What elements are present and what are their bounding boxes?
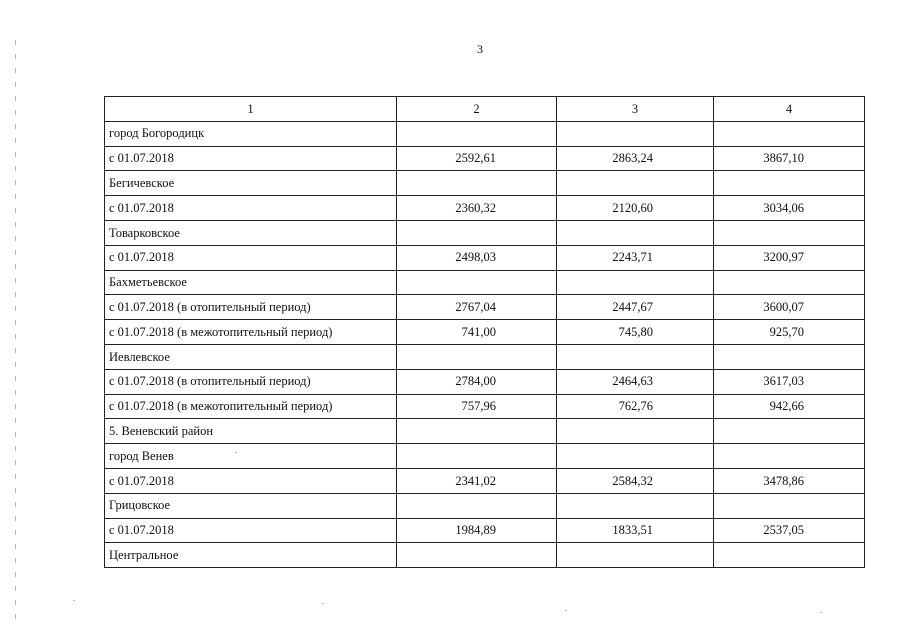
row-label: с 01.07.2018 (в отопительный период) (105, 369, 397, 394)
value-cell (557, 543, 714, 568)
table-row (105, 419, 865, 444)
value-cell: 2767,04 (397, 295, 557, 320)
table-row (105, 543, 865, 568)
table-row (105, 444, 865, 469)
value-cell: 1833,51 (557, 518, 714, 543)
row-label: с 01.07.2018 (в отопительный период) (105, 295, 397, 320)
row-label: Иевлевское (105, 344, 397, 369)
table-row (105, 220, 865, 245)
row-label: с 01.07.2018 (105, 518, 397, 543)
scan-margin-dashes (15, 40, 16, 620)
table-body (105, 97, 865, 568)
table-row (105, 468, 865, 493)
value-cell: 3617,03 (714, 369, 865, 394)
value-cell: 2584,32 (557, 468, 714, 493)
value-cell (557, 493, 714, 518)
value-cell (397, 121, 557, 146)
table-row (105, 171, 865, 196)
table-row (105, 493, 865, 518)
value-cell (557, 444, 714, 469)
value-cell (714, 121, 865, 146)
table-row (105, 369, 865, 394)
value-cell: 741,00 (397, 320, 557, 345)
value-cell (557, 270, 714, 295)
value-cell: 3600,07 (714, 295, 865, 320)
row-label: с 01.07.2018 (в межотопительный период) (105, 320, 397, 345)
value-cell: 2592,61 (397, 146, 557, 171)
column-header: 4 (714, 97, 865, 122)
value-cell: 2360,32 (397, 196, 557, 221)
value-cell (397, 419, 557, 444)
value-cell: 2447,67 (557, 295, 714, 320)
row-label: с 01.07.2018 (105, 196, 397, 221)
row-label: Бегичевское (105, 171, 397, 196)
value-cell: 2120,60 (557, 196, 714, 221)
table-row (105, 295, 865, 320)
table-row (105, 196, 865, 221)
value-cell: 2498,03 (397, 245, 557, 270)
value-cell: 2243,71 (557, 245, 714, 270)
scan-speck (73, 600, 75, 601)
tariff-table (104, 96, 865, 568)
value-cell: 2464,63 (557, 369, 714, 394)
value-cell (714, 419, 865, 444)
value-cell: 3200,97 (714, 245, 865, 270)
row-label: город Богородицк (105, 121, 397, 146)
value-cell: 2863,24 (557, 146, 714, 171)
table-row (105, 270, 865, 295)
value-cell: 3034,06 (714, 196, 865, 221)
row-label: с 01.07.2018 (105, 146, 397, 171)
value-cell: 2784,00 (397, 369, 557, 394)
value-cell: 2341,02 (397, 468, 557, 493)
value-cell (557, 419, 714, 444)
row-label: Товарковское (105, 220, 397, 245)
row-label: с 01.07.2018 (105, 468, 397, 493)
value-cell (397, 444, 557, 469)
value-cell: 1984,89 (397, 518, 557, 543)
row-label: Грицовское (105, 493, 397, 518)
value-cell (397, 270, 557, 295)
value-cell (397, 220, 557, 245)
table-row (105, 245, 865, 270)
row-label: город Венев (105, 444, 397, 469)
value-cell (714, 543, 865, 568)
value-cell (714, 493, 865, 518)
value-cell (714, 270, 865, 295)
scan-speck (565, 610, 567, 611)
row-label: с 01.07.2018 (в межотопительный период) (105, 394, 397, 419)
scan-speck (820, 612, 822, 613)
value-cell: 3867,10 (714, 146, 865, 171)
column-header: 2 (397, 97, 557, 122)
value-cell (397, 493, 557, 518)
value-cell: 942,66 (714, 394, 865, 419)
column-header: 3 (557, 97, 714, 122)
row-label: Центральное (105, 543, 397, 568)
value-cell: 2537,05 (714, 518, 865, 543)
table-row (105, 344, 865, 369)
row-label: Бахметьевское (105, 270, 397, 295)
value-cell (557, 344, 714, 369)
table-row (105, 394, 865, 419)
table-row (105, 518, 865, 543)
value-cell: 762,76 (557, 394, 714, 419)
column-header: 1 (105, 97, 397, 122)
page-number: 3 (477, 42, 483, 56)
value-cell (557, 171, 714, 196)
table-row (105, 146, 865, 171)
table-header-row (105, 97, 865, 122)
value-cell (557, 121, 714, 146)
row-label: с 01.07.2018 (105, 245, 397, 270)
value-cell (714, 444, 865, 469)
value-cell (714, 344, 865, 369)
value-cell (397, 171, 557, 196)
value-cell (714, 220, 865, 245)
value-cell: 757,96 (397, 394, 557, 419)
scan-speck (322, 603, 324, 604)
value-cell (397, 543, 557, 568)
value-cell: 3478,86 (714, 468, 865, 493)
row-label: 5. Веневский район (105, 419, 397, 444)
value-cell (397, 344, 557, 369)
table-row (105, 320, 865, 345)
value-cell: 925,70 (714, 320, 865, 345)
value-cell (714, 171, 865, 196)
value-cell (557, 220, 714, 245)
table-row (105, 121, 865, 146)
value-cell: 745,80 (557, 320, 714, 345)
